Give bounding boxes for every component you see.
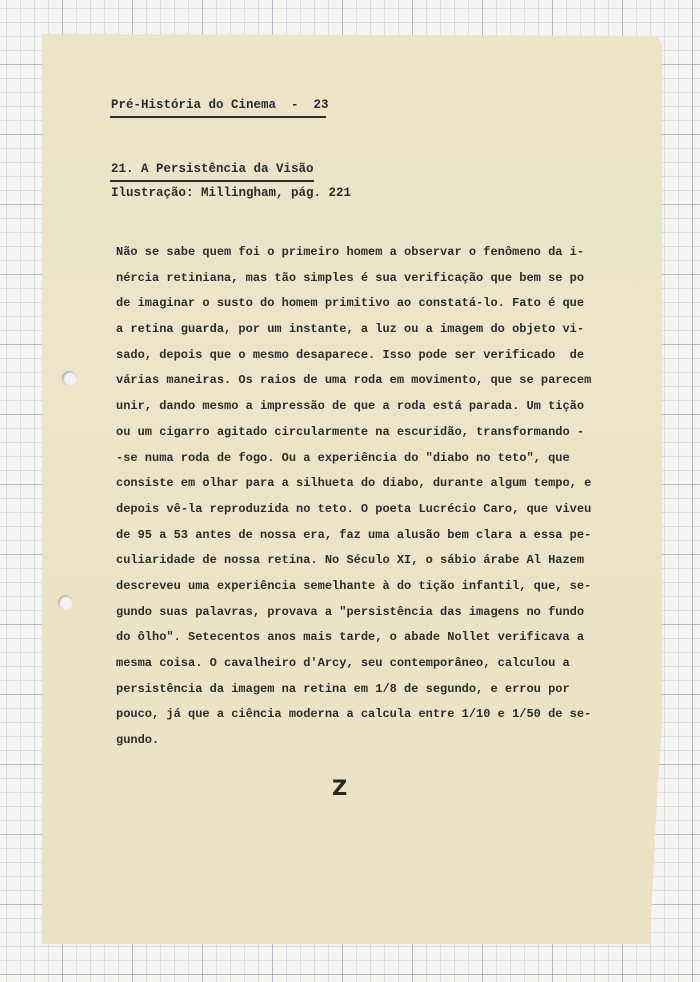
page-header: Pré-História do Cinema - 23 [111, 98, 329, 112]
text-line: de imaginar o susto do homem primitivo ao constatá-lo. Fato é que [116, 296, 585, 311]
section-title-underline [110, 180, 314, 182]
text-line: descreveu uma experiência semelhante à do tição infantil, que, se- [116, 578, 592, 593]
section-title: 21. A Persistência da Visão [111, 162, 314, 176]
handwritten-mark: Z [332, 776, 348, 800]
punch-hole-top [62, 371, 77, 386]
text-line: ou um cigarro agitado circularmente na escuridão, transformando - [116, 424, 585, 439]
text-line: -se numa roda de fogo. Ou a experiência do "diabo no teto", que [116, 450, 570, 465]
text-line: sado, depois que o mesmo desaparece. Isso pode ser verificado de [116, 347, 585, 362]
punch-hole-bottom [58, 595, 73, 610]
text-line: unir, dando mesmo a impressão de que a roda está parada. Um tição [116, 399, 585, 414]
text-line: Não se sabe quem foi o primeiro homem a observar o fenômeno da i- [116, 245, 585, 259]
text-line: do ôlho". Setecentos anos mais tarde, o abade Nollet verificava a [116, 630, 585, 645]
text-line: nércia retiniana, mas tão simples é sua verificação que bem se po [116, 270, 585, 285]
text-line: pouco, já que a ciência moderna a calcula entre 1/10 e 1/50 de se- [116, 707, 592, 722]
header-underline [110, 116, 326, 118]
body-paragraph [116, 240, 616, 754]
text-line: consiste em olhar para a silhueta do diabo, durante algum tempo, e [116, 476, 592, 491]
text-line: mesma coisa. O cavalheiro d'Arcy, seu contemporâneo, calculou a [116, 656, 570, 670]
text-line: de 95 a 53 antes de nossa era, faz uma alusão bem clara a essa pe- [116, 527, 592, 542]
text-line: várias maneiras. Os raios de uma roda em movimento, que se parecem [116, 373, 592, 388]
text-line: a retina guarda, por um instante, a luz ou a imagem do objeto vi- [116, 322, 585, 337]
illustration-reference: Ilustração: Millingham, pág. 221 [111, 186, 352, 200]
text-line: depois vê-la reproduzida no teto. O poeta Lucrécio Caro, que viveu [116, 501, 592, 516]
text-line: persistência da imagem na retina em 1/8 de segundo, e errou por [116, 681, 570, 696]
text-line: gundo. [116, 733, 160, 748]
text-line: gundo suas palavras, provava a "persistência das imagens no fundo [116, 604, 585, 619]
text-line: culiaridade de nossa retina. No Século XI, o sábio árabe Al Hazem [116, 553, 585, 568]
